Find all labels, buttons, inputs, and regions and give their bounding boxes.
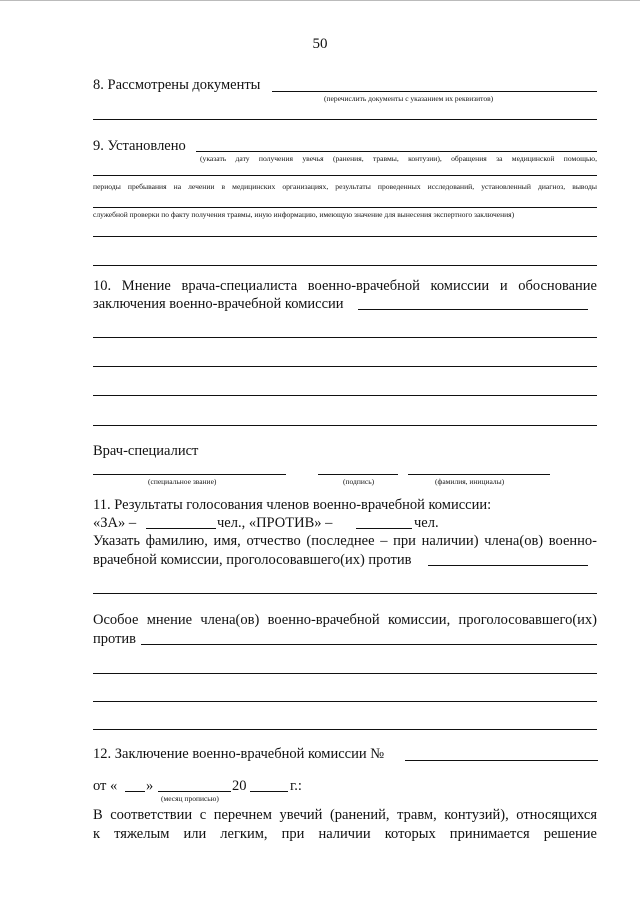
vote-against-unit: чел.: [414, 515, 439, 531]
date-year-suffix: г.:: [290, 778, 302, 794]
date-year-prefix: 20: [232, 778, 247, 794]
date-month-line[interactable]: [158, 791, 231, 792]
section-9-blank-line-3[interactable]: [93, 236, 597, 237]
section-12-paragraph-line-2: к тяжелым или легким, при наличии которых принимается решение: [93, 826, 597, 842]
doctor-signature-line[interactable]: [318, 474, 398, 475]
special-opinion-line-2: против: [93, 631, 137, 647]
doctor-label: Врач-специалист: [93, 443, 199, 459]
section-10-blank-line-4[interactable]: [93, 425, 597, 426]
section-11-blank-line[interactable]: [93, 593, 597, 594]
vote-against-label: чел., «ПРОТИВ» –: [217, 515, 333, 531]
doctor-rank-hint: (специальное звание): [148, 477, 217, 486]
section-10-input-line[interactable]: [358, 309, 588, 310]
section-9-label: 9. Установлено: [93, 138, 186, 154]
section-9-hint-1: (указать дату получения увечья (ранения, травмы, контузии), обращения за медицинской помощью,: [200, 154, 597, 163]
section-10-blank-line-2[interactable]: [93, 366, 597, 367]
section-10-blank-line-1[interactable]: [93, 337, 597, 338]
section-12-label: 12. Заключение военно-врачебной комиссии №: [93, 746, 385, 762]
page-top-edge: [0, 0, 640, 1]
doctor-name-hint: (фамилия, инициалы): [435, 477, 505, 486]
section-8-label: 8. Рассмотрены документы: [93, 77, 261, 93]
doctor-signature-hint: (подпись): [343, 477, 375, 486]
special-opinion-blank-line-1[interactable]: [93, 673, 597, 674]
commission-number-line[interactable]: [405, 760, 598, 761]
vote-for-label: «ЗА» –: [93, 515, 137, 531]
vote-against-count-line[interactable]: [356, 528, 412, 529]
section-11-input-line[interactable]: [428, 565, 588, 566]
date-day-line[interactable]: [125, 791, 145, 792]
date-from-label: от «: [93, 778, 118, 794]
doctor-name-line[interactable]: [408, 474, 550, 475]
section-12-paragraph-line-1: В соответствии с перечнем увечий (ранений, травм, контузий), относящихся: [93, 807, 597, 823]
section-9-blank-line-2[interactable]: [93, 207, 597, 208]
section-11-line-3: Указать фамилию, имя, отчество (последнее – при наличии) члена(ов) военно-: [93, 533, 597, 549]
special-opinion-blank-line-3[interactable]: [93, 729, 597, 730]
section-8-hint: (перечислить документы с указанием их реквизитов): [324, 94, 494, 103]
section-10-line-2: заключения военно-врачебной комиссии: [93, 296, 344, 312]
section-9-blank-line-1[interactable]: [93, 175, 597, 176]
section-9-hint-3: служебной проверки по факту получения травмы, иную информацию, имеющую значение для вынесения экспертного заключения): [93, 210, 515, 219]
section-10-blank-line-3[interactable]: [93, 395, 597, 396]
special-opinion-blank-line-2[interactable]: [93, 701, 597, 702]
section-11-line-1: 11. Результаты голосования членов военно-врачебной комиссии:: [93, 497, 492, 513]
vote-for-count-line[interactable]: [146, 528, 216, 529]
date-quote-close: »: [146, 778, 154, 794]
doctor-rank-line[interactable]: [93, 474, 286, 475]
special-opinion-input-line[interactable]: [141, 644, 597, 645]
date-year-line[interactable]: [250, 791, 288, 792]
section-9-input-line[interactable]: [196, 151, 597, 152]
page-number: 50: [312, 36, 328, 52]
special-opinion-line-1: Особое мнение члена(ов) военно-врачебной комиссии, проголосовавшего(их): [93, 612, 597, 628]
section-10-line-1: 10. Мнение врача-специалиста военно-врачебной комиссии и обоснование: [93, 278, 597, 294]
section-9-blank-line-4[interactable]: [93, 265, 597, 266]
section-8-input-line[interactable]: [272, 91, 597, 92]
section-11-line-4: врачебной комиссии, проголосовавшего(их) против: [93, 552, 412, 568]
date-month-hint: (месяц прописью): [161, 794, 219, 803]
section-9-hint-2: периоды пребывания на лечении в медицинских организациях, результаты проведенных исследований, установленный диагноз, выводы: [93, 182, 597, 191]
section-8-blank-line[interactable]: [93, 119, 597, 120]
